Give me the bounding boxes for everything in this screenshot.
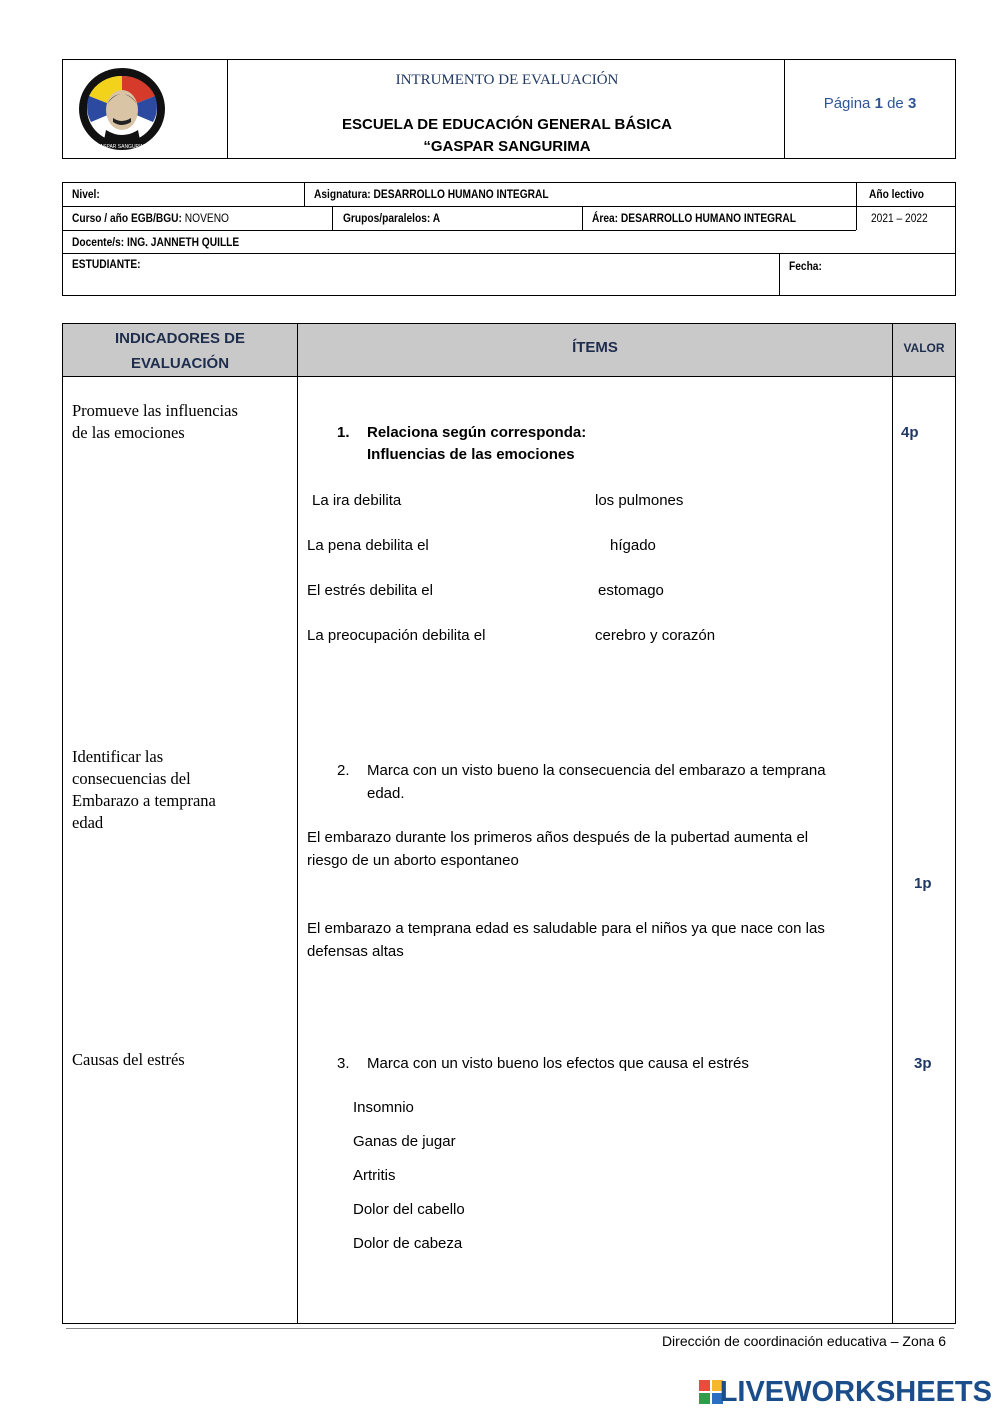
item-1-value: 4p xyxy=(901,424,919,441)
option-2-1-line2: riesgo de un aborto espontaneo xyxy=(307,852,519,869)
item-2-title: Marca con un visto bueno la consecuencia del embarazo a temprana xyxy=(367,762,826,779)
option-2-1-line1: El embarazo durante los primeros años después de la pubertad aumenta el xyxy=(307,829,809,846)
indicator-2-line3: Embarazo a temprana xyxy=(72,791,216,810)
docente-value: ING. JANNETH QUILLE xyxy=(126,235,240,249)
option-2-1[interactable] xyxy=(307,827,808,872)
evaluation-table xyxy=(62,323,956,1324)
option-3-4[interactable]: Dolor del cabello xyxy=(353,1201,465,1218)
page-indicator xyxy=(785,95,955,112)
match-left-2[interactable]: La pena debilita el xyxy=(307,537,429,554)
school-logo xyxy=(77,66,167,152)
option-2-2-line2: defensas altas xyxy=(307,943,404,960)
item-3-value: 3p xyxy=(914,1055,932,1072)
match-right-2[interactable]: hígado xyxy=(610,537,656,554)
match-left-3[interactable]: El estrés debilita el xyxy=(307,582,433,599)
option-2-2[interactable] xyxy=(307,918,825,963)
area-label: Área: xyxy=(592,211,619,225)
fecha-label: Fecha: xyxy=(789,259,822,273)
page-current: 1 xyxy=(874,95,883,112)
page-cell xyxy=(784,60,955,158)
match-right-3[interactable]: estomago xyxy=(598,582,664,599)
area-value: DESARROLLO HUMANO INTEGRAL xyxy=(620,211,797,225)
item-3-number: 3. xyxy=(337,1055,350,1072)
docente-field xyxy=(72,235,239,249)
match-left-4[interactable]: La preocupación debilita el xyxy=(307,627,486,644)
match-right-4[interactable]: cerebro y corazón xyxy=(595,627,716,644)
docente-label: Docente/s: xyxy=(72,235,125,249)
document-header xyxy=(62,59,956,159)
nivel-label: Nivel: xyxy=(72,187,100,201)
col-items: ÍTEMS xyxy=(572,339,618,356)
indicator-3 xyxy=(72,1049,185,1071)
item-3-title: Marca con un visto bueno los efectos que causa el estrés xyxy=(367,1055,749,1072)
logo-motto: GASPAR SANGURIMA xyxy=(95,144,149,150)
estudiante-label: ESTUDIANTE: xyxy=(72,257,141,271)
info-table xyxy=(62,182,956,296)
anio-value: 2021 – 2022 xyxy=(871,211,928,225)
indicator-1-line2: de las emociones xyxy=(72,423,185,442)
option-3-1[interactable]: Insomnio xyxy=(353,1099,414,1116)
grupos-label: Grupos/paralelos: xyxy=(343,211,431,225)
school-name-line2: “GASPAR SANGURIMA xyxy=(423,138,591,155)
curso-field xyxy=(72,211,229,225)
col-indicadores-line1: INDICADORES DE xyxy=(114,330,245,347)
curso-label: Curso / año EGB/BGU: xyxy=(72,211,182,225)
indicator-2-line4: edad xyxy=(72,813,104,832)
instrument-title: INTRUMENTO DE EVALUACIÓN xyxy=(395,72,619,88)
asignatura-field xyxy=(314,187,549,201)
indicator-2 xyxy=(72,746,216,834)
option-3-2[interactable]: Ganas de jugar xyxy=(353,1133,456,1150)
item-2-title-cont: edad. xyxy=(367,785,405,802)
logo-cell xyxy=(63,60,228,158)
indicator-2-line2: consecuencias del xyxy=(72,769,191,788)
col-valor: VALOR xyxy=(903,341,945,355)
asignatura-label: Asignatura: xyxy=(314,187,371,201)
page-prefix: Página xyxy=(823,95,871,112)
item-1-number: 1. xyxy=(337,424,350,441)
indicator-2-line1: Identificar las xyxy=(72,747,164,766)
item-2-number: 2. xyxy=(337,762,350,779)
asignatura-value: DESARROLLO HUMANO INTEGRAL xyxy=(373,187,549,201)
match-left-1[interactable]: La ira debilita xyxy=(312,492,402,509)
col-indicadores xyxy=(63,326,297,376)
col-indicadores-line2: EVALUACIÓN xyxy=(130,355,230,372)
option-3-5[interactable]: Dolor de cabeza xyxy=(353,1235,463,1252)
grupos-value: A xyxy=(432,211,441,225)
item-1-subtitle: Influencias de las emociones xyxy=(367,446,575,463)
page-total: 3 xyxy=(907,95,917,112)
option-3-3[interactable]: Artritis xyxy=(353,1167,396,1184)
curso-value: NOVENO xyxy=(184,211,229,225)
indicator-3-line1: Causas del estrés xyxy=(72,1050,185,1069)
liveworksheets-brand[interactable]: LIVEWORKSHEETS xyxy=(719,1376,992,1408)
grupos-field xyxy=(343,211,440,225)
page-of: de xyxy=(887,95,904,112)
area-field xyxy=(592,211,796,225)
school-name-line1: ESCUELA DE EDUCACIÓN GENERAL BÁSICA xyxy=(341,116,673,133)
anio-label: Año lectivo xyxy=(869,187,924,201)
footer-divider xyxy=(66,1328,954,1329)
item-1-title: Relaciona según corresponda: xyxy=(367,424,587,441)
footer-text: Dirección de coordinación educativa – Zona 6 xyxy=(661,1333,946,1349)
indicator-1 xyxy=(72,400,238,444)
option-2-2-line1: El embarazo a temprana edad es saludable para el niños ya que nace con las xyxy=(307,920,825,937)
match-right-1[interactable]: los pulmones xyxy=(595,492,684,509)
indicator-1-line1: Promueve las influencias xyxy=(72,401,238,420)
item-2-value: 1p xyxy=(914,875,932,892)
